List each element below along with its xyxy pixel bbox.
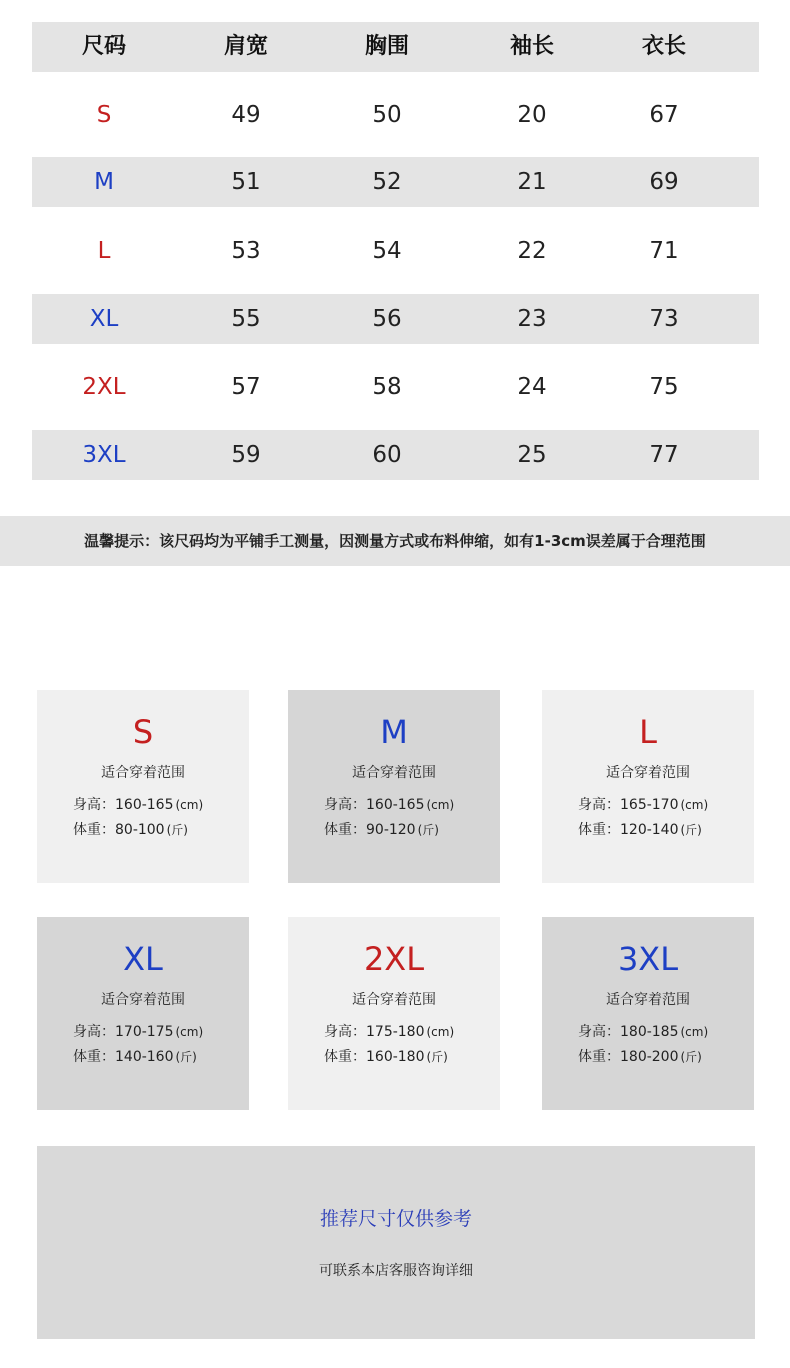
card-height-label: 身高：160-165 [73,797,174,813]
row-size-label: 3XL [82,442,126,468]
card-height-line [324,794,454,814]
card-height-label: 身高：175-180 [324,1024,425,1040]
fit-card-s [37,690,249,883]
row-shoulder: 51 [231,169,261,195]
card-height-line [324,1021,454,1041]
fit-card-xl [37,917,249,1110]
card-weight-unit: (斤) [680,823,702,837]
row-sleeve: 23 [517,306,547,332]
card-weight-label: 体重：90-120 [324,822,416,838]
card-title: 适合穿着范围 [101,992,185,1008]
card-title: 适合穿着范围 [352,765,436,781]
row-chest: 52 [372,169,402,195]
row-length: 67 [649,102,679,128]
row-shoulder: 55 [231,306,261,332]
card-weight-label: 体重：160-180 [324,1049,425,1065]
card-size-label: L [639,713,657,751]
table-row [32,430,759,480]
fit-card-m [288,690,500,883]
card-height-unit: (cm) [175,798,204,812]
header-sleeve: 袖长 [509,34,554,59]
card-height-unit: (cm) [680,1025,709,1039]
card-weight-line [578,819,702,839]
row-chest: 58 [372,374,402,400]
row-shoulder: 49 [231,102,261,128]
card-size-label: 2XL [363,940,425,978]
card-height-unit: (cm) [175,1025,204,1039]
card-weight-label: 体重：80-100 [73,822,165,838]
card-height-unit: (cm) [426,798,455,812]
card-height-line [73,794,203,814]
card-weight-line [73,1046,197,1066]
header-length: 衣长 [641,34,686,59]
row-shoulder: 57 [231,374,261,400]
card-size-label: XL [123,940,163,978]
card-title: 适合穿着范围 [606,992,690,1008]
card-height-line [73,1021,203,1041]
card-weight-label: 体重：120-140 [578,822,679,838]
card-height-unit: (cm) [680,798,709,812]
card-size-label: M [380,713,408,751]
header-chest: 胸围 [364,34,409,59]
row-length: 69 [649,169,679,195]
card-title: 适合穿着范围 [101,765,185,781]
table-row [32,90,759,140]
row-length: 75 [649,374,679,400]
table-row [32,157,759,207]
card-weight-line [578,1046,702,1066]
card-size-label: 3XL [617,940,679,978]
row-shoulder: 53 [231,238,261,264]
card-weight-unit: (斤) [426,1050,448,1064]
table-row [32,294,759,344]
row-size-label: XL [89,306,119,332]
row-size-label: L [97,238,111,264]
recommendation-box [37,1146,755,1339]
card-weight-unit: (斤) [680,1050,702,1064]
row-sleeve: 24 [517,374,547,400]
table-row [32,362,759,412]
card-height-label: 身高：160-165 [324,797,425,813]
card-height-label: 身高：165-170 [578,797,679,813]
card-weight-unit: (斤) [166,823,188,837]
row-chest: 60 [372,442,402,468]
row-sleeve: 21 [517,169,547,195]
card-height-label: 身高：180-185 [578,1024,679,1040]
table-header-row [32,22,759,72]
row-chest: 56 [372,306,402,332]
row-length: 71 [649,238,679,264]
table-row [32,226,759,276]
recommendation-title: 推荐尺寸仅供参考 [319,1208,472,1230]
card-weight-line [324,1046,448,1066]
row-sleeve: 20 [517,102,547,128]
row-length: 73 [649,306,679,332]
fit-card-l [542,690,754,883]
row-size-label: 2XL [82,374,126,400]
card-weight-unit: (斤) [417,823,439,837]
card-weight-label: 体重：140-160 [73,1049,174,1065]
fit-card-3xl [542,917,754,1110]
card-weight-label: 体重：180-200 [578,1049,679,1065]
row-size-label: M [94,169,114,195]
card-height-line [578,1021,708,1041]
card-height-line [578,794,708,814]
fit-card-2xl [288,917,500,1110]
header-shoulder: 肩宽 [223,34,268,59]
row-sleeve: 25 [517,442,547,468]
card-height-unit: (cm) [426,1025,455,1039]
row-length: 77 [649,442,679,468]
row-chest: 50 [372,102,402,128]
card-title: 适合穿着范围 [606,765,690,781]
card-weight-unit: (斤) [175,1050,197,1064]
measurement-notice: 温馨提示：该尺码均为平铺手工测量，因测量方式或布料伸缩，如有1-3cm误差属于合理范围 [0,516,790,566]
header-size: 尺码 [81,34,126,59]
row-size-label: S [96,102,112,128]
card-height-label: 身高：170-175 [73,1024,174,1040]
row-chest: 54 [372,238,402,264]
row-sleeve: 22 [517,238,547,264]
card-size-label: S [132,713,154,751]
card-weight-line [324,819,439,839]
contact-service-note: 可联系本店客服咨询详细 [319,1263,473,1279]
row-shoulder: 59 [231,442,261,468]
card-title: 适合穿着范围 [352,992,436,1008]
card-weight-line [73,819,188,839]
